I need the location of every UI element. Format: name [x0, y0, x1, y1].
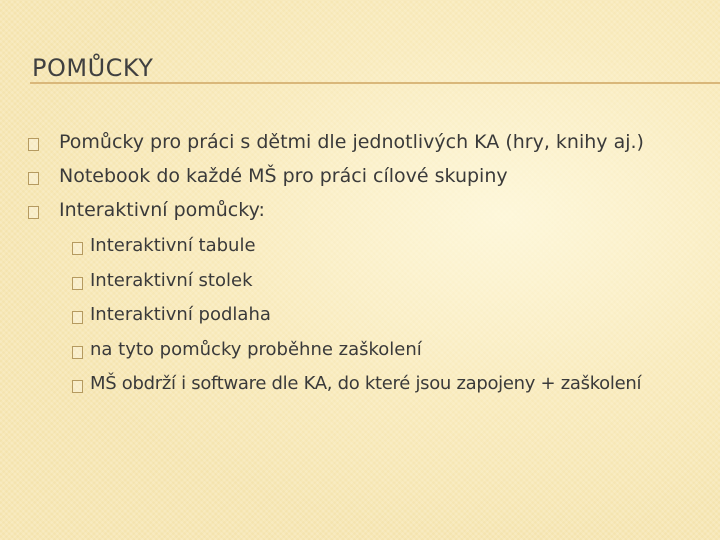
bullet-item: Interaktivní pomůcky:	[59, 199, 265, 221]
sub-bullet-item: na tyto pomůcky proběhne zaškolení	[90, 339, 422, 360]
slide-title: POMŮCKY	[32, 54, 154, 82]
bullet-item: Pomůcky pro práci s dětmi dle jednotlivých KA (hry, knihy aj.)	[59, 131, 644, 153]
square-bullet-icon	[28, 138, 39, 151]
square-bullet-icon	[72, 380, 83, 393]
square-bullet-icon	[28, 206, 39, 219]
title-underline	[30, 82, 720, 84]
square-bullet-icon	[72, 277, 83, 290]
square-bullet-icon	[28, 172, 39, 185]
square-bullet-icon	[72, 311, 83, 324]
square-bullet-icon	[72, 242, 83, 255]
sub-bullet-item: Interaktivní stolek	[90, 270, 253, 291]
bullet-item: Notebook do každé MŠ pro práci cílové skupiny	[59, 165, 508, 187]
sub-bullet-item: Interaktivní tabule	[90, 235, 256, 256]
square-bullet-icon	[72, 346, 83, 359]
sub-bullet-item: MŠ obdrží i software dle KA, do které jsou zapojeny + zaškolení	[90, 373, 642, 394]
sub-bullet-item: Interaktivní podlaha	[90, 304, 271, 325]
